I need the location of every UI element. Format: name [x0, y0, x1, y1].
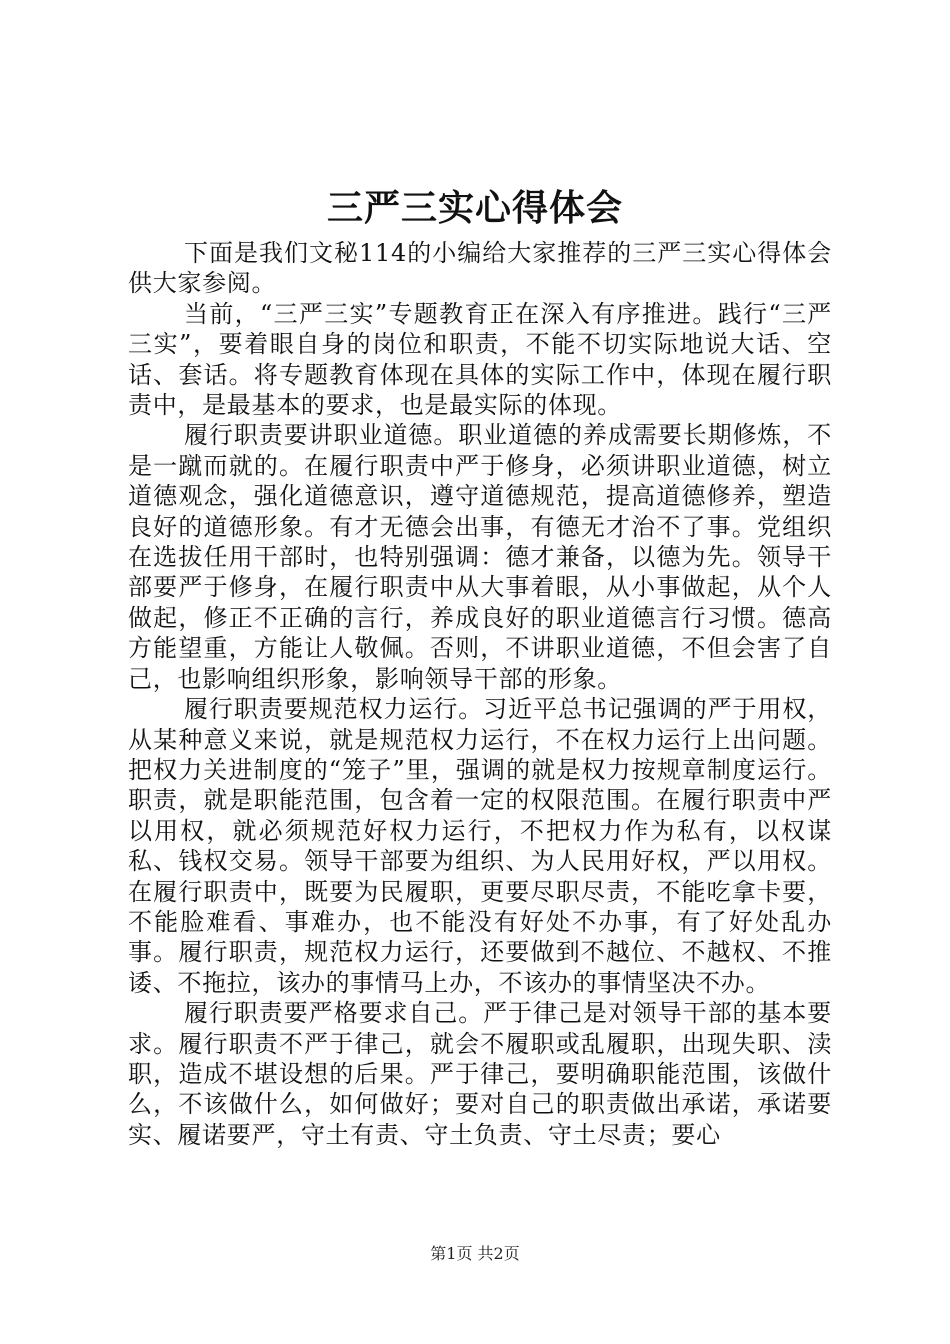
- page-footer: 第1页 共2页: [430, 1244, 520, 1263]
- paragraph-intro: 下面是我们文秘114的小编给大家推荐的三严三实心得体会供大家参阅。: [128, 239, 832, 298]
- paragraph-3: 履行职责要规范权力运行。习近平总书记强调的严于用权，从某种意义来说，就是规范权力运行，不在权力运行上出问题。把权力关进制度的“笼子”里，强调的就是权力按规章制度运行。职责，就是职能范围，包含着一定的权限范围。在履行职责中严以用权，就必须规范好权力运行，不把权力作为私有，以权谋私、钱权交易。领导干部要为组织、为人民用好权，严以用权。在履行职责中，既要为民履职，更要尽职尽责，不能吃拿卡要，不能脸难看、事难办，也不能没有好处不办事，有了好处乱办事。履行职责，规范权力运行，还要做到不越位、不越权、不推诿、不拖拉，该办的事情马上办，不该办的事情坚决不办。: [128, 695, 832, 997]
- paragraph-2: 履行职责要讲职业道德。职业道德的养成需要长期修炼，不是一蹴而就的。在履行职责中严于修身，必须讲职业道德，树立道德观念，强化道德意识，遵守道德规范，提高道德修养，塑造良好的道德形象。有才无德会出事，有德无才治不了事。党组织在选拔任用干部时，也特别强调：德才兼备，以德为先。领导干部要严于修身，在履行职责中从大事着眼，从小事做起，从个人做起，修正不正确的言行，养成良好的职业道德言行习惯。德高方能望重，方能让人敬佩。否则，不讲职业道德，不但会害了自己，也影响组织形象，影响领导干部的形象。: [128, 421, 832, 693]
- document-body: [128, 238, 832, 1150]
- paragraph-1: 当前，“三严三实”专题教育正在深入有序推进。践行“三严三实”，要着眼自身的岗位和职责，不能不切实际地说大话、空话、套话。将专题教育体现在具体的实际工作中，体现在履行职责中，是最基本的要求，也是最实际的体现。: [128, 299, 832, 420]
- paragraph-4: 履行职责要严格要求自己。严于律己是对领导干部的基本要求。履行职责不严于律己，就会不履职或乱履职，出现失职、渎职，造成不堪设想的后果。严于律己，要明确职能范围，该做什么，不该做什么，如何做好；要对自己的职责做出承诺，承诺要实、履诺要严，守土有责、守土负责、守土尽责；要心: [128, 999, 832, 1149]
- document-title: 三严三实心得体会: [326, 187, 623, 229]
